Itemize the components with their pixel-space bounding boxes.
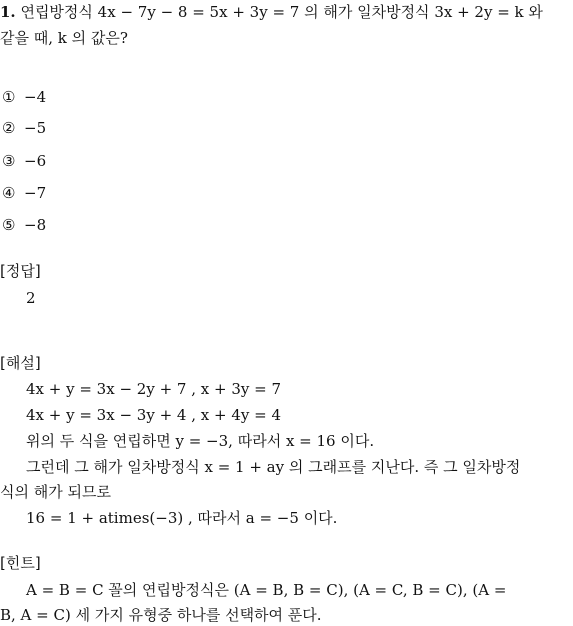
hint-line: B, A = C) 세 가지 유형중 하나를 선택하여 푼다. bbox=[0, 606, 322, 624]
choice-mark: ⑤ bbox=[2, 216, 16, 234]
choice-value: −6 bbox=[24, 152, 47, 170]
choice-mark: ④ bbox=[2, 184, 16, 202]
choice-value: −5 bbox=[24, 119, 47, 137]
question-line-1 bbox=[0, 2, 543, 22]
explanation-line: 그런데 그 해가 일차방정식 x = 1 + ay 의 그래프를 지난다. 즉 그 일차방정 bbox=[26, 458, 521, 476]
choice-4[interactable] bbox=[2, 183, 46, 203]
hint-line: A = B = C 꼴의 연립방정식은 (A = B, B = C), (A = C, B = C), (A = bbox=[26, 581, 507, 599]
choice-value: −7 bbox=[24, 184, 47, 202]
choice-value: −8 bbox=[24, 216, 47, 234]
answer-heading: [정답] bbox=[0, 262, 41, 280]
choice-value: −4 bbox=[24, 88, 47, 106]
choice-3[interactable] bbox=[2, 151, 46, 171]
choice-5[interactable] bbox=[2, 215, 46, 235]
explanation-line: 4x + y = 3x − 2y + 7 , x + 3y = 7 bbox=[26, 380, 281, 398]
explanation-line: 식의 해가 되므로 bbox=[0, 483, 111, 501]
explanation-line: 16 = 1 + atimes(−3) , 따라서 a = −5 이다. bbox=[26, 509, 338, 527]
choice-mark: ③ bbox=[2, 152, 16, 170]
choice-mark: ① bbox=[2, 88, 16, 106]
hint-heading: [힌트] bbox=[0, 554, 41, 572]
explanation-line: 4x + y = 3x − 3y + 4 , x + 4y = 4 bbox=[26, 406, 281, 424]
question-text-1: 연립방정식 4x − 7y − 8 = 5x + 3y = 7 의 해가 일차방정식 3x + 2y = k 와 bbox=[20, 3, 543, 21]
question-number: 1. bbox=[0, 3, 16, 21]
question-line-2: 같을 때, k 의 값은? bbox=[0, 29, 128, 47]
choice-2[interactable] bbox=[2, 118, 46, 138]
answer-value: 2 bbox=[26, 289, 36, 307]
explanation-line: 위의 두 식을 연립하면 y = −3, 따라서 x = 16 이다. bbox=[26, 432, 375, 450]
explanation-heading: [해설] bbox=[0, 354, 41, 372]
choice-mark: ② bbox=[2, 119, 16, 137]
choice-1[interactable] bbox=[2, 87, 46, 107]
